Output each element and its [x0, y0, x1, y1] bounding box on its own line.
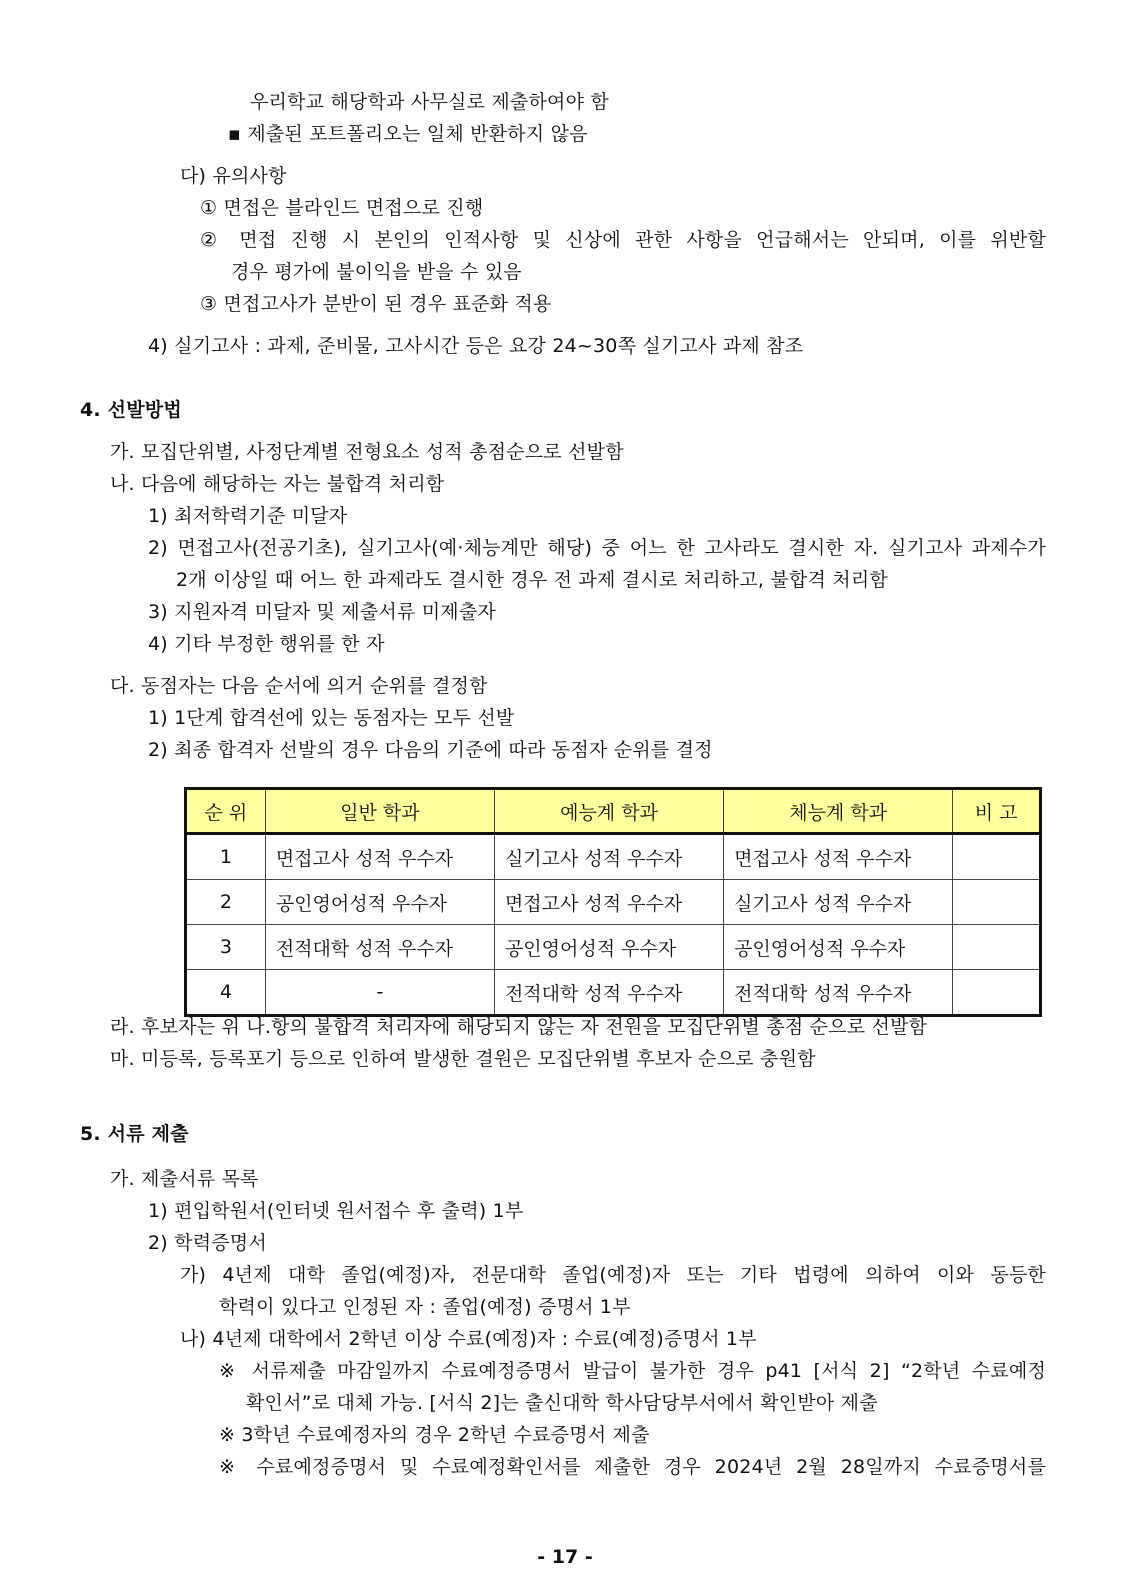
- list-item: 1) 편입학원서(인터넷 원서접수 후 출력) 1부: [148, 1200, 524, 1222]
- header-rank: 순 위: [186, 789, 266, 834]
- table-cell: 전적대학 성적 우수자: [494, 970, 723, 1016]
- list-item: 마. 미등록, 등록포기 등으로 인하여 발생한 결원은 모집단위별 후보자 순으로 충원함: [110, 1048, 816, 1070]
- list-item: 2) 최종 합격자 선발의 경우 다음의 기준에 따라 동점자 순위를 결정: [148, 739, 713, 761]
- table-row: [186, 880, 1041, 925]
- list-item: 4) 실기고사 : 과제, 준비물, 고사시간 등은 요강 24~30쪽 실기고사 과제 참조: [148, 335, 804, 357]
- list-item: 나) 4년제 대학에서 2학년 이상 수료(예정)자 : 수료(예정)증명서 1부: [180, 1328, 757, 1350]
- header-arts: 예능계 학과: [494, 789, 723, 834]
- table-cell: 4: [186, 970, 266, 1016]
- text-line: 우리학교 해당학과 사무실로 제출하여야 함: [250, 91, 609, 113]
- list-item: 2) 학력증명서: [148, 1232, 267, 1254]
- table-cell: [953, 880, 1041, 925]
- table-cell: 공인영어성적 우수자: [494, 925, 723, 970]
- subsection-heading: 다) 유의사항: [180, 165, 287, 187]
- list-item: 1) 최저학력기준 미달자: [148, 505, 348, 527]
- list-item: 4) 기타 부정한 행위를 한 자: [148, 633, 385, 655]
- table-cell: 실기고사 성적 우수자: [724, 880, 953, 925]
- table-cell: 3: [186, 925, 266, 970]
- table-cell: 실기고사 성적 우수자: [494, 834, 723, 880]
- list-item: 가. 모집단위별, 사정단계별 전형요소 성적 총점순으로 선발함: [110, 441, 624, 463]
- list-item: 가) 4년제 대학 졸업(예정)자, 전문대학 졸업(예정)자 또는 기타 법령에 의하여 이와 동등한: [180, 1264, 1046, 1286]
- table-cell: [953, 834, 1041, 880]
- list-item: 1) 1단계 합격선에 있는 동점자는 모두 선발: [148, 707, 515, 729]
- bullet-line: ▪ 제출된 포트폴리오는 일체 반환하지 않음: [228, 123, 588, 145]
- table-cell: 면접고사 성적 우수자: [724, 834, 953, 880]
- list-item: 가. 제출서류 목록: [110, 1168, 259, 1190]
- table-cell: 면접고사 성적 우수자: [265, 834, 494, 880]
- tie-break-table: [184, 787, 1042, 1017]
- page-number: - 17 -: [537, 1546, 593, 1568]
- header-note: 비 고: [953, 789, 1041, 834]
- list-item: 라. 후보자는 위 나.항의 불합격 처리자에 해당되지 않는 자 전원을 모집단위별 총점 순으로 선발함: [110, 1016, 928, 1038]
- table-cell: 1: [186, 834, 266, 880]
- table-cell: 전적대학 성적 우수자: [265, 925, 494, 970]
- list-item: 2) 면접고사(전공기초), 실기고사(예·체능계만 해당) 중 어느 한 고사라도 결시한 자. 실기고사 과제수가: [148, 537, 1046, 559]
- table-row: [186, 925, 1041, 970]
- list-item-continued: 경우 평가에 불이익을 받을 수 있음: [231, 261, 522, 283]
- table-cell: [953, 970, 1041, 1016]
- list-item-continued: 2개 이상일 때 어느 한 과제라도 결시한 경우 전 과제 결시로 처리하고, 불합격 처리함: [176, 569, 888, 591]
- note-line: ※ 서류제출 마감일까지 수료예정증명서 발급이 불가한 경우 p41 [서식 2] “2학년 수료예정: [219, 1360, 1046, 1382]
- header-sports: 체능계 학과: [724, 789, 953, 834]
- table-row: [186, 970, 1041, 1016]
- list-item: ② 면접 진행 시 본인의 인적사항 및 신상에 관한 사항을 언급해서는 안되며, 이를 위반할: [200, 229, 1046, 251]
- table-cell: 면접고사 성적 우수자: [494, 880, 723, 925]
- list-item: 나. 다음에 해당하는 자는 불합격 처리함: [110, 473, 445, 495]
- section-heading: 5. 서류 제출: [80, 1123, 189, 1145]
- list-item: 다. 동점자는 다음 순서에 의거 순위를 결정함: [110, 675, 488, 697]
- table-cell: 공인영어성적 우수자: [265, 880, 494, 925]
- table-header-row: [186, 789, 1041, 834]
- table-row: [186, 834, 1041, 880]
- note-line: ※ 수료예정증명서 및 수료예정확인서를 제출한 경우 2024년 2월 28일까지 수료증명서를: [219, 1456, 1046, 1478]
- list-item: ① 면접은 블라인드 면접으로 진행: [200, 197, 484, 219]
- list-item: ③ 면접고사가 분반이 된 경우 표준화 적용: [200, 293, 552, 315]
- table-cell: [953, 925, 1041, 970]
- table-cell: 공인영어성적 우수자: [724, 925, 953, 970]
- list-item-continued: 학력이 있다고 인정된 자 : 졸업(예정) 증명서 1부: [219, 1296, 631, 1318]
- note-line-continued: 확인서”로 대체 가능. [서식 2]는 출신대학 학사담당부서에서 확인받아 제출: [246, 1392, 878, 1414]
- header-general: 일반 학과: [265, 789, 494, 834]
- note-line: ※ 3학년 수료예정자의 경우 2학년 수료증명서 제출: [219, 1424, 650, 1446]
- table-cell: 2: [186, 880, 266, 925]
- list-item: 3) 지원자격 미달자 및 제출서류 미제출자: [148, 601, 496, 623]
- section-heading: 4. 선발방법: [80, 399, 182, 421]
- table-cell: 전적대학 성적 우수자: [724, 970, 953, 1016]
- table-cell: -: [265, 970, 494, 1016]
